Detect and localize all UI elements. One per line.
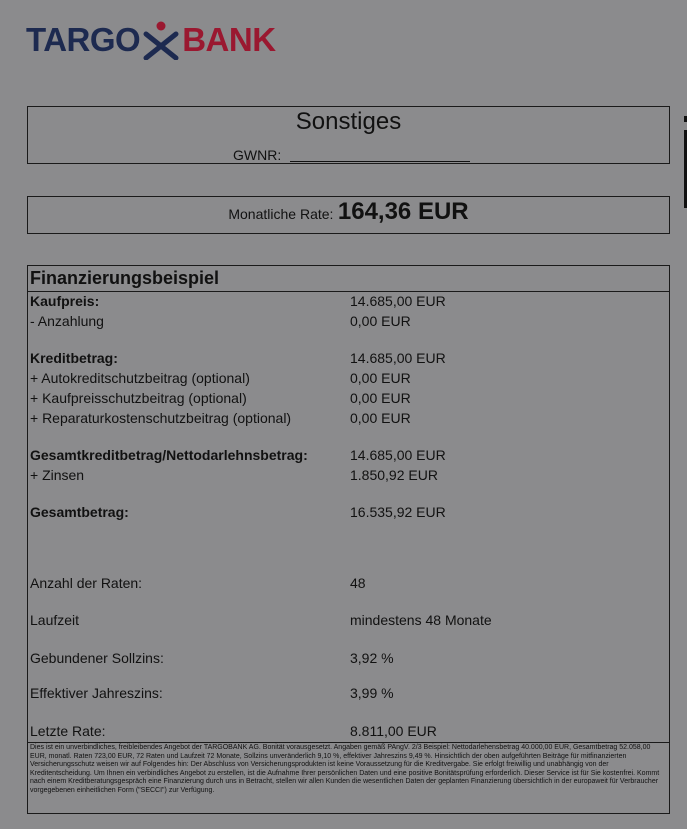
financing-example-box [27,265,670,814]
row-anzahlung [28,313,669,331]
row-label: Letzte Rate: [30,723,106,739]
row-zinsen [28,467,669,485]
row-effektiver-jahreszins [28,685,669,703]
row-value: 48 [350,575,366,591]
row-label: + Kaufpreisschutzbeitrag (optional) [30,390,247,406]
financing-title: Finanzierungsbeispiel [30,268,220,288]
row-label: Gesamtbetrag: [30,504,129,520]
row-autokreditschutz [28,370,669,388]
row-label: Gesamtkreditbetrag/Nettodarlehnsbetrag: [30,447,308,463]
row-kreditbetrag [28,350,669,368]
row-value: 0,00 EUR [350,313,411,329]
row-value: 1.850,92 EUR [350,467,438,483]
row-reparaturkostenschutz [28,410,669,428]
row-label: Anzahl der Raten: [30,575,143,591]
row-label: + Zinsen [30,467,85,483]
logo-text-bank: BANK [182,21,276,58]
row-value: 16.535,92 EUR [350,504,446,520]
row-label: Laufzeit [30,612,80,628]
financing-header [28,266,669,292]
row-kaufpreis [28,293,669,311]
logo-mark-icon [143,20,179,60]
row-label: - Anzahlung [30,313,104,329]
gwnr-label: GWNR: [233,147,282,163]
row-label: Effektiver Jahreszins: [30,685,163,701]
row-kaufpreisschutz [28,390,669,408]
row-anzahl-raten [28,575,669,593]
targobank-logo [26,20,276,60]
row-gesamtbetrag [28,504,669,522]
row-value: 14.685,00 EUR [350,447,446,463]
row-value: 0,00 EUR [350,410,411,426]
title-box [27,106,670,164]
row-label: + Autokreditschutzbeitrag (optional) [30,370,250,386]
logo-text-targo: TARGO [26,21,141,58]
row-value: 0,00 EUR [350,390,411,406]
row-label: + Reparaturkostenschutzbeitrag (optional) [30,410,292,426]
row-laufzeit [28,612,669,630]
row-letzte-rate [28,723,669,741]
row-gesamtkreditbetrag [28,447,669,465]
row-value: 14.685,00 EUR [350,350,446,366]
row-value: 14.685,00 EUR [350,293,446,309]
gwnr-field-line [290,161,470,162]
row-label: Gebundener Sollzins: [30,650,164,666]
row-value: 3,99 % [350,685,394,701]
row-value: mindestens 48 Monate [350,612,492,628]
row-value: 3,92 % [350,650,394,666]
monthly-rate-value: 164,36 EUR [337,198,469,225]
row-label: Kaufpreis: [30,293,100,309]
monthly-rate-box [27,196,670,234]
row-value: 0,00 EUR [350,370,411,386]
row-sollzins [28,650,669,668]
row-label: Kreditbetrag: [30,350,118,366]
monthly-rate-label: Monatliche Rate: [228,206,334,222]
row-value: 8.811,00 EUR [350,723,437,739]
page-title: Sonstiges [295,108,402,135]
footnote-divider [28,742,669,743]
legal-footnote: Dies ist ein unverbindliches, freibleibendes Angebot der TARGOBANK AG. Bonität vorausgesetzt. Angaben gemäß PAngV. 2/3 Beispiel: Nettodarlehensbetrag 40.000,00 EUR, Gesamtbetrag 52.058,00 EUR, monatl. Raten 723,00 EUR, 72 Raten und Laufzeit 72 Monate, Sollzins unveränderlich 9,10 %, effektiver Jahreszins 9,49 %. Hinsichtlich der oben aufgeführten Beiträge für mitfinanzierten Versicherungsschutz weisen wir auf Folgendes hin: Der Abschluss von Versicherungsprodukten ist keine Voraussetzung für die Kreditvergabe. Sie erfolgt freiwillig und unabhängig von der Kreditentscheidung. Um Ihnen ein verbindliches Angebot zu erstellen, ist die Aufnahme Ihrer persönlichen Daten und eine positive Bonitätsprüfung erforderlich. Dieser Service ist für Sie kostenfrei. Kommt nach einem Kreditberatungsgespräch eine Finanzierung durch uns in Betracht, stellen wir allen Kunden die wesentlichen Daten der geplanten Finanzierung übersichtlich in der europaweit für Verbraucher vorgegebenen einheitlichen Form ("SECCI") zur Verfügung. [30,744,660,794]
